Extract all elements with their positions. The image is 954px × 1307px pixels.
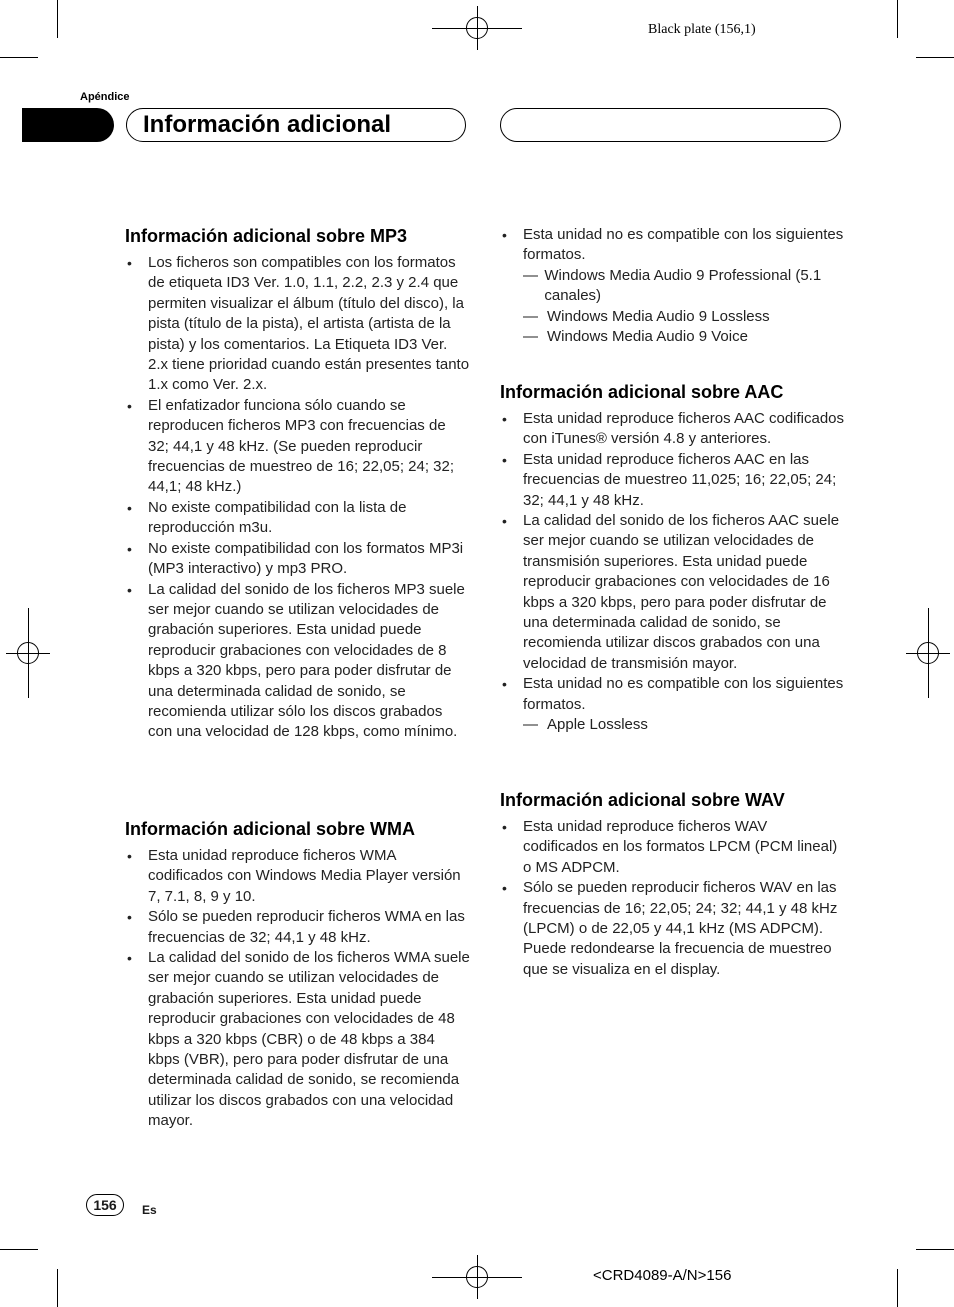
- right-column: [500, 225, 845, 347]
- plate-label: Black plate (156,1): [648, 22, 756, 37]
- mp3-list: [125, 253, 470, 743]
- list-item: • La calidad del sonido de los ficheros MP3 suele ser mejor cuando se utilizan velocidades de grabación superiores. Esta unidad puede reproducir grabaciones con velocidades de 8 kbps a 320 kbps, pero para poder disfrutar de una determinada calidad de sonido, se recomienda utilizar sólo los discos grabados con una velocidad de 128 kbps, como mínimo.: [125, 580, 470, 743]
- sub-item-text: Windows Media Audio 9 Lossless: [547, 307, 770, 325]
- registration-mark-icon: [917, 642, 939, 664]
- language-code: Es: [142, 1203, 157, 1217]
- section-heading-mp3: Información adicional sobre MP3: [125, 226, 408, 246]
- left-column-wma: [125, 818, 470, 1132]
- list-item: • Esta unidad reproduce ficheros WMA codificados con Windows Media Player versión 7, 7.1, 8, 9 y 10.: [125, 846, 470, 907]
- crop-mark: [57, 0, 58, 38]
- section-heading-wav: Información adicional sobre WAV: [500, 790, 785, 810]
- crop-mark: [897, 0, 898, 38]
- left-column: [125, 225, 470, 743]
- wav-list: [500, 817, 845, 980]
- section-heading-wma: Información adicional sobre WMA: [125, 819, 416, 839]
- crop-mark: [57, 1269, 58, 1307]
- wma-cont-list: [500, 225, 845, 266]
- right-column-wav: [500, 789, 845, 980]
- list-item: • El enfatizador funciona sólo cuando se reproducen ficheros MP3 con frecuencias de 32; 44,1 y 48 kHz. (Se pueden reproducir frecuencias de muestreo de 16; 22,05; 24; 32; 44,1; 48 kHz.): [125, 396, 470, 498]
- crop-mark: [916, 57, 954, 58]
- list-item: • Esta unidad no es compatible con los siguientes formatos.: [500, 225, 845, 266]
- sub-item-text: Apple Lossless: [547, 716, 648, 734]
- crop-mark: [0, 1249, 38, 1250]
- sub-item: — Windows Media Audio 9 Professional (5.1 canales): [500, 266, 845, 307]
- crop-mark: [0, 57, 38, 58]
- page-number: 156: [86, 1194, 124, 1216]
- list-item: • Los ficheros son compatibles con los formatos de etiqueta ID3 Ver. 1.0, 1.1, 2.2, 2.3 y 2.4 que permiten visualizar el álbum (título del disco), la pista (título de la pista), el artista (artista de la pista) y los comentarios. La Etiqueta ID3 Ver. 2.x tiene prioridad cuando están presentes tanto 1.x como Ver. 2.x.: [125, 253, 470, 396]
- crop-mark: [916, 1249, 954, 1250]
- section-heading-aac: Información adicional sobre AAC: [500, 382, 784, 402]
- sub-item: — Windows Media Audio 9 Voice: [500, 327, 845, 347]
- list-item: • Esta unidad reproduce ficheros WAV codificados en los formatos LPCM (PCM lineal) o MS ADPCM.: [500, 817, 845, 878]
- section-tab: [22, 108, 114, 142]
- page-title: Información adicional: [126, 108, 466, 142]
- aac-list: [500, 409, 845, 715]
- document-code: <CRD4089-A/N>156: [593, 1267, 732, 1284]
- list-item: • La calidad del sonido de los ficheros AAC suele ser mejor cuando se utilizan velocidades de transmisión superiores. Esta unidad puede reproducir grabaciones con velocidades de 16 kbps a 320 kbps, pero para poder disfrutar de una determinada calidad de sonido, se recomienda utilizar discos grabados con una velocidad de transmisión mayor.: [500, 511, 845, 674]
- registration-mark-icon: [17, 642, 39, 664]
- list-item: • Sólo se pueden reproducir ficheros WMA en las frecuencias de 32; 44,1 y 48 kHz.: [125, 907, 470, 948]
- registration-mark-icon: [466, 1266, 488, 1288]
- list-item: • Sólo se pueden reproducir ficheros WAV en las frecuencias de 16; 22,05; 24; 32; 44,1 y 48 kHz (LPCM) o de 22,05 y 44,1 kHz (MS ADPCM). Puede redondearse la frecuencia de muestreo que se visualiza en el display.: [500, 878, 845, 980]
- right-column-aac: [500, 381, 845, 736]
- list-item: • La calidad del sonido de los ficheros WMA suele ser mejor cuando se utilizan velocidades de grabación superiores. Esta unidad puede reproducir grabaciones con velocidades de 48 kbps a 320 kbps (CBR) o de 48 kbps a 384 kbps (VBR), pero para poder disfrutar de una determinada calidad de sonido, se recomienda utilizar los discos grabados con una velocidad mayor.: [125, 948, 470, 1132]
- registration-mark-icon: [466, 17, 488, 39]
- list-item: • No existe compatibilidad con la lista de reproducción m3u.: [125, 498, 470, 539]
- list-item: • Esta unidad reproduce ficheros AAC codificados con iTunes® versión 4.8 y anteriores.: [500, 409, 845, 450]
- sub-item-text: Windows Media Audio 9 Voice: [547, 328, 748, 346]
- list-item: • Esta unidad no es compatible con los siguientes formatos.: [500, 674, 845, 715]
- wma-list: [125, 846, 470, 1132]
- section-label: Apéndice: [80, 91, 130, 103]
- sub-item: — Apple Lossless: [500, 715, 845, 735]
- list-item: • Esta unidad reproduce ficheros AAC en las frecuencias de muestreo 11,025; 16; 22,05; 24; 32; 44,1 y 48 kHz.: [500, 450, 845, 511]
- sub-item-text: Windows Media Audio 9 Professional (5.1 canales): [544, 266, 822, 305]
- sub-item: — Windows Media Audio 9 Lossless: [500, 307, 845, 327]
- list-item: • No existe compatibilidad con los formatos MP3i (MP3 interactivo) y mp3 PRO.: [125, 539, 470, 580]
- title-box-empty: [500, 108, 841, 142]
- crop-mark: [897, 1269, 898, 1307]
